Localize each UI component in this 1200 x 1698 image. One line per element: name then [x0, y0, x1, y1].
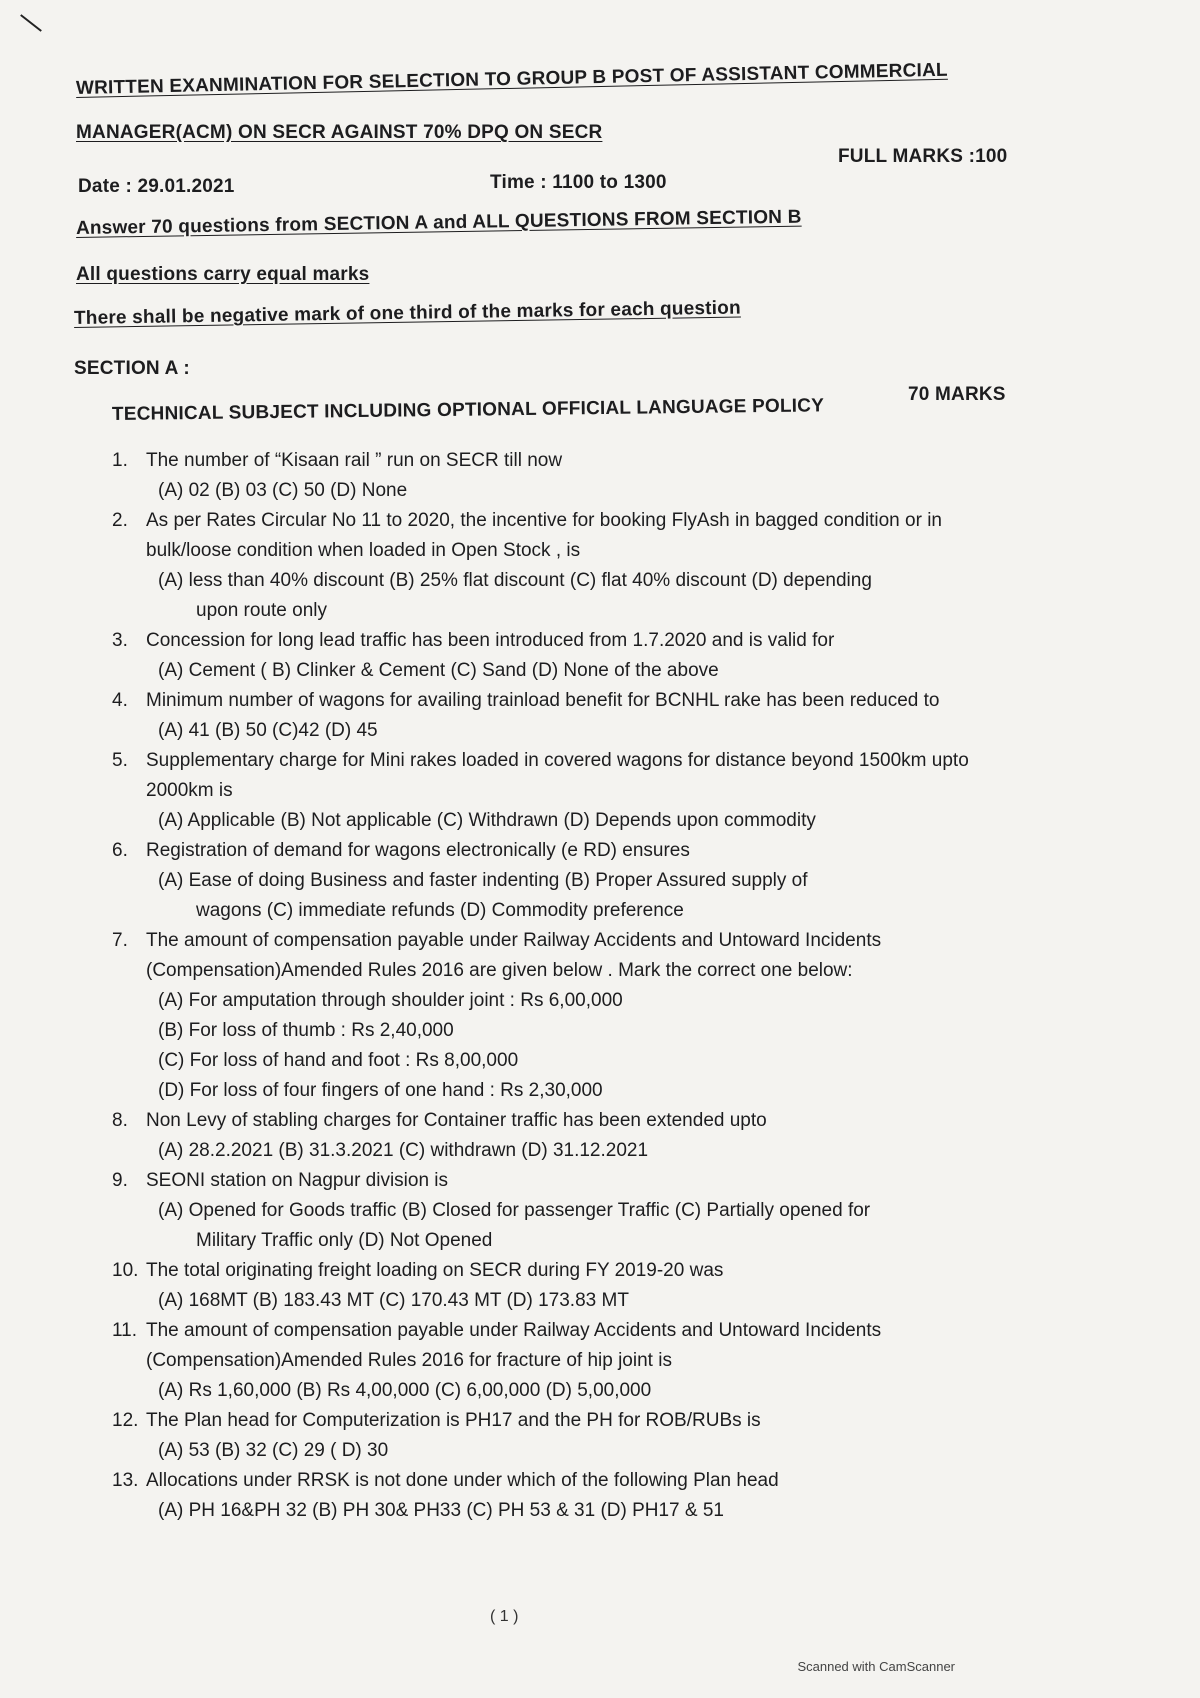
answer-options: (C) For loss of hand and foot : Rs 8,00,000: [158, 1050, 519, 1071]
corner-mark: [20, 14, 42, 32]
question-item: [112, 1406, 1032, 1466]
question-number: 13.: [112, 1470, 139, 1491]
question-text: Supplementary charge for Mini rakes loaded in covered wagons for distance beyond 1500km upto 2000km is: [146, 750, 969, 801]
answer-options: (A) less than 40% discount (B) 25% flat discount (C) flat 40% discount (D) depending: [158, 570, 872, 591]
question-number: 2.: [112, 510, 128, 531]
question-number: 7.: [112, 930, 128, 951]
answer-options: (A) For amputation through shoulder joint : Rs 6,00,000: [158, 990, 623, 1011]
question-item: [112, 836, 1032, 926]
question-number: 3.: [112, 630, 128, 651]
answer-options: (A) 02 (B) 03 (C) 50 (D) None: [158, 480, 408, 501]
exam-time: Time : 1100 to 1300: [490, 172, 667, 193]
question-item: [112, 1466, 1032, 1526]
full-marks: FULL MARKS :100: [838, 146, 1008, 167]
question-item: [112, 1316, 1032, 1406]
section-marks: 70 MARKS: [908, 384, 1006, 405]
question-text: Non Levy of stabling charges for Container traffic has been extended upto: [146, 1110, 767, 1131]
question-text: SEONI station on Nagpur division is: [146, 1170, 449, 1191]
answer-options-continued: wagons (C) immediate refunds (D) Commodity preference: [196, 900, 684, 921]
answer-options: (B) For loss of thumb : Rs 2,40,000: [158, 1020, 454, 1041]
question-item: [112, 746, 1032, 836]
question-item: [112, 626, 1032, 686]
question-number: 10.: [112, 1260, 139, 1281]
question-text: Concession for long lead traffic has been introduced from 1.7.2020 and is valid for: [146, 630, 835, 651]
section-subject: TECHNICAL SUBJECT INCLUDING OPTIONAL OFFICIAL LANGUAGE POLICY: [111, 395, 825, 425]
question-number: 11.: [112, 1320, 138, 1341]
answer-options: (D) For loss of four fingers of one hand : Rs 2,30,000: [158, 1080, 603, 1101]
question-text: The number of “Kisaan rail ” run on SECR till now: [146, 450, 563, 471]
question-text: Registration of demand for wagons electronically (e RD) ensures: [146, 840, 690, 861]
question-number: 1.: [112, 450, 128, 471]
question-item: [112, 1166, 1032, 1256]
question-text: The amount of compensation payable under Railway Accidents and Untoward Incidents (Compensation)Amended Rules 2016 are given below . Mark the correct one below:: [146, 930, 882, 981]
question-text: Minimum number of wagons for availing trainload benefit for BCNHL rake has been reduced to: [146, 690, 940, 711]
question-item: [112, 446, 1032, 506]
section-label: SECTION A :: [74, 358, 190, 379]
answer-options: (A) Opened for Goods traffic (B) Closed for passenger Traffic (C) Partially opened for: [158, 1200, 871, 1221]
instruction-negative: There shall be negative mark of one third of the marks for each question: [73, 297, 741, 329]
question-number: 9.: [112, 1170, 128, 1191]
answer-options: (A) Rs 1,60,000 (B) Rs 4,00,000 (C) 6,00,000 (D) 5,00,000: [158, 1380, 652, 1401]
question-number: 8.: [112, 1110, 128, 1131]
instruction-marks: All questions carry equal marks: [76, 264, 370, 285]
answer-options: (A) 168MT (B) 183.43 MT (C) 170.43 MT (D) 173.83 MT: [158, 1290, 629, 1311]
question-item: [112, 926, 1032, 1106]
answer-options: (A) Cement ( B) Clinker & Cement (C) Sand (D) None of the above: [158, 660, 719, 681]
answer-options-continued: Military Traffic only (D) Not Opened: [196, 1230, 493, 1251]
exam-title-line1: WRITTEN EXANMINATION FOR SELECTION TO GROUP B POST OF ASSISTANT COMMERCIAL: [75, 59, 948, 99]
question-number: 5.: [112, 750, 128, 771]
question-text: The amount of compensation payable under Railway Accidents and Untoward Incidents (Compensation)Amended Rules 2016 for fracture of hip joint is: [146, 1320, 882, 1371]
answer-options-continued: upon route only: [196, 600, 327, 621]
instruction-answer: Answer 70 questions from SECTION A and ALL QUESTIONS FROM SECTION B: [75, 206, 802, 239]
question-item: [112, 506, 1032, 626]
answer-options: (A) 41 (B) 50 (C)42 (D) 45: [158, 720, 378, 741]
answer-options: (A) PH 16&PH 32 (B) PH 30& PH33 (C) PH 53 & 31 (D) PH17 & 51: [158, 1500, 724, 1521]
question-text: The Plan head for Computerization is PH17 and the PH for ROB/RUBs is: [146, 1410, 761, 1431]
exam-title-line2: MANAGER(ACM) ON SECR AGAINST 70% DPQ ON SECR: [76, 122, 603, 143]
question-number: 12.: [112, 1410, 139, 1431]
exam-date: Date : 29.01.2021: [78, 176, 235, 197]
scanner-watermark: Scanned with CamScanner: [797, 1659, 955, 1674]
question-item: [112, 1256, 1032, 1316]
question-list: [112, 446, 1032, 1526]
answer-options: (A) 53 (B) 32 (C) 29 ( D) 30: [158, 1440, 389, 1461]
question-text: As per Rates Circular No 11 to 2020, the incentive for booking FlyAsh in bagged condition or in bulk/loose condition when loaded in Open Stock , is: [146, 510, 942, 561]
question-text: The total originating freight loading on SECR during FY 2019-20 was: [146, 1260, 724, 1281]
question-number: 6.: [112, 840, 128, 861]
question-item: [112, 1106, 1032, 1166]
answer-options: (A) Applicable (B) Not applicable (C) Withdrawn (D) Depends upon commodity: [158, 810, 816, 831]
question-number: 4.: [112, 690, 128, 711]
answer-options: (A) Ease of doing Business and faster indenting (B) Proper Assured supply of: [158, 870, 808, 891]
page-number: ( 1 ): [490, 1608, 519, 1625]
question-text: Allocations under RRSK is not done under which of the following Plan head: [146, 1470, 779, 1491]
answer-options: (A) 28.2.2021 (B) 31.3.2021 (C) withdrawn (D) 31.12.2021: [158, 1140, 649, 1161]
question-item: [112, 686, 1032, 746]
